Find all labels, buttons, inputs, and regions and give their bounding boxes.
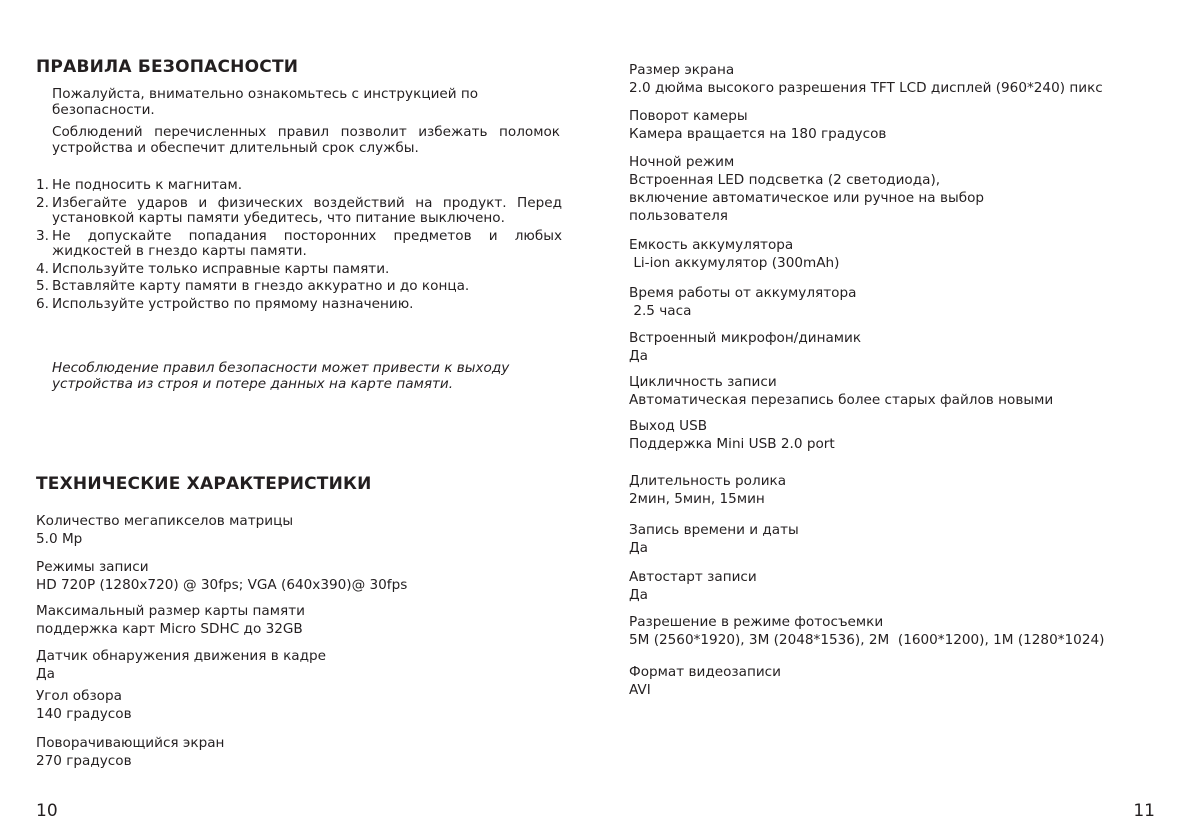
rule-text: Используйте только исправные карты памяти. (52, 260, 390, 277)
spec-value: поддержка карт Micro SDHC до 32GB (36, 621, 303, 637)
spec-value: 270 градусов (36, 753, 132, 769)
rule-item (36, 297, 562, 313)
spec-item (629, 472, 786, 508)
spec-label: Автостарт записи (629, 569, 757, 585)
spec-item (36, 687, 132, 723)
rule-item (36, 279, 562, 295)
spec-value: Да (629, 348, 648, 364)
spec-label: Режимы записи (36, 559, 149, 575)
spec-value: 2.5 часа (629, 303, 692, 319)
rule-number: 4. (36, 260, 49, 277)
spec-label: Поворачивающийся экран (36, 735, 225, 751)
spec-item (629, 107, 886, 143)
spec-label: Ночной режим (629, 154, 735, 170)
rule-text: Не допускайте попадания посторонних предметов и любых жидкостей в гнездо карты памяти. (52, 227, 562, 259)
spec-value: 2мин, 5мин, 15мин (629, 491, 765, 507)
spec-item (629, 61, 1103, 97)
spec-label: Цикличность записи (629, 374, 777, 390)
spec-item (629, 521, 799, 557)
spec-item (36, 558, 407, 594)
safety-warning: Несоблюдение правил безопасности может привести к выходу устройства из строя и потере данных на карте памяти. (52, 360, 510, 392)
safety-intro-1: Пожалуйста, внимательно ознакомьтесь с инструкцией по безопасности. (52, 86, 479, 118)
rule-item (36, 196, 562, 227)
spec-item (629, 284, 856, 320)
spec-value-line: включение автоматическое или ручное на выбор (629, 190, 985, 206)
safety-rules-list (36, 178, 562, 312)
spec-item (629, 329, 861, 365)
spec-label: Угол обзора (36, 688, 122, 704)
right-page (595, 0, 1191, 839)
spec-value: Камера вращается на 180 градусов (629, 126, 887, 142)
spec-item (629, 236, 839, 272)
spec-value: Поддержка Mini USB 2.0 port (629, 436, 835, 452)
rule-item (36, 178, 562, 194)
spec-value-line: пользователя (629, 208, 728, 224)
spec-item (629, 663, 781, 699)
spec-value: 5.0 Mp (36, 531, 83, 547)
spec-value: Да (629, 540, 648, 556)
page-number: 11 (1133, 801, 1155, 821)
spec-label: Разрешение в режиме фотосъемки (629, 614, 884, 630)
spec-value: HD 720P (1280x720) @ 30fps; VGA (640x390)@ 30fps (36, 577, 408, 593)
spec-value: 5M (2560*1920), 3M (2048*1536), 2M (1600*1200), 1M (1280*1024) (629, 632, 1105, 648)
spec-item (629, 613, 1104, 649)
spec-item (36, 602, 305, 638)
spec-label: Выход USB (629, 418, 708, 434)
spec-item (36, 734, 224, 770)
spec-item (36, 647, 326, 683)
rule-item (36, 262, 562, 278)
spec-item (629, 153, 984, 225)
spec-value: 140 градусов (36, 706, 132, 722)
spec-label: Длительность ролика (629, 473, 787, 489)
rule-number: 1. (36, 177, 49, 193)
spec-label: Поворот камеры (629, 108, 748, 124)
left-page (0, 0, 595, 839)
spec-value: AVI (629, 682, 651, 698)
page-number: 10 (36, 801, 58, 821)
spec-label: Размер экрана (629, 62, 735, 78)
spec-item (629, 373, 1053, 409)
spec-value: 2.0 дюйма высокого разрешения TFT LCD дисплей (960*240) пикс (629, 80, 1103, 96)
safety-intro-2: Соблюдений перечисленных правил позволит избежать поломок устройства и обеспечит длительный срок службы. (52, 124, 560, 156)
specs-title: ТЕХНИЧЕСКИЕ ХАРАКТЕРИСТИКИ (36, 474, 372, 494)
spec-item (36, 512, 293, 548)
spec-value-line: Встроенная LED подсветка (2 светодиода), (629, 172, 941, 188)
spec-label: Встроенный микрофон/динамик (629, 330, 862, 346)
spec-value: Li-ion аккумулятор (300mAh) (629, 255, 840, 271)
spec-value: Да (629, 587, 648, 603)
spec-label: Запись времени и даты (629, 522, 799, 538)
rule-number: 2. (36, 194, 49, 211)
rule-number: 6. (36, 295, 49, 312)
rule-text: Используйте устройство по прямому назначению. (52, 295, 414, 312)
spec-label: Датчик обнаружения движения в кадре (36, 648, 327, 664)
rule-text: Не подносить к магнитам. (52, 177, 243, 193)
rule-number: 3. (36, 227, 49, 244)
spec-label: Максимальный размер карты памяти (36, 603, 305, 619)
spec-label: Формат видеозаписи (629, 664, 781, 680)
spec-label: Емкость аккумулятора (629, 237, 794, 253)
spec-label: Количество мегапикселов матрицы (36, 513, 294, 529)
rule-number: 5. (36, 278, 49, 294)
spec-label: Время работы от аккумулятора (629, 285, 857, 301)
spec-value: Да (36, 666, 55, 682)
spec-value: Автоматическая перезапись более старых файлов новыми (629, 392, 1054, 408)
spec-item (629, 417, 835, 453)
spec-item (629, 568, 757, 604)
rule-text: Вставляйте карту памяти в гнездо аккуратно и до конца. (52, 278, 470, 294)
safety-title: ПРАВИЛА БЕЗОПАСНОСТИ (36, 57, 299, 77)
rule-text: Избегайте ударов и физических воздействий на продукт. Перед установкой карты памяти убедитесь, что питание выключено. (52, 194, 562, 226)
rule-item (36, 229, 562, 260)
